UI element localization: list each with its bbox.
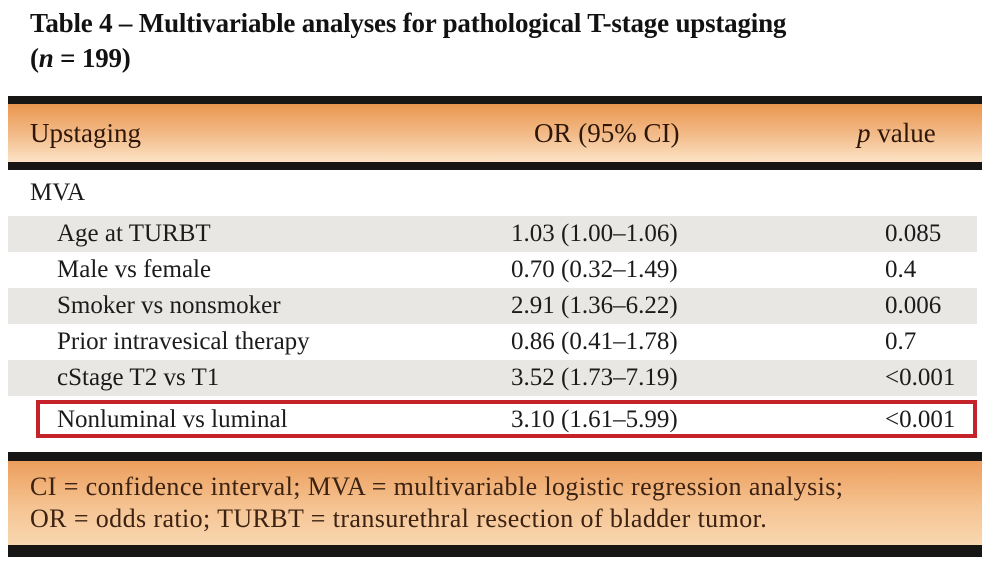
row-label: Prior intravesical therapy (57, 328, 310, 355)
top-rule (8, 96, 982, 104)
bottom-rule (8, 545, 982, 557)
row-label: Nonluminal vs luminal (57, 406, 288, 433)
row-or-value: 0.86 (0.41–1.78) (511, 328, 678, 355)
row-p-value: 0.7 (885, 328, 917, 355)
caption-n-value: = 199) (53, 43, 131, 73)
p-value-text: value (870, 117, 936, 148)
caption-title-text: Table 4 – Multivariable analyses for pathological T-stage upstaging (30, 8, 787, 38)
footnote-line-2: OR = odds ratio; TURBT = transurethral resection of bladder tumor. (30, 504, 768, 533)
caption-n-symbol: n (38, 43, 54, 73)
row-p-value: <0.001 (885, 364, 956, 391)
table-row-sex (8, 252, 977, 288)
column-header-p-value (849, 118, 982, 149)
caption-title-line (30, 6, 988, 41)
table-row-age (8, 216, 977, 252)
table-caption (30, 6, 988, 76)
row-label: Age at TURBT (57, 220, 211, 247)
row-p-value: 0.4 (885, 256, 917, 283)
table-row-cstage (8, 360, 977, 396)
row-label: Smoker vs nonsmoker (57, 292, 281, 319)
footer-top-rule (8, 452, 982, 461)
table-row-mva (8, 170, 977, 216)
column-header-or-ci: OR (95% CI) (534, 117, 680, 148)
row-label: cStage T2 vs T1 (57, 364, 220, 391)
table-row-prior-therapy (8, 324, 977, 360)
row-label: MVA (30, 179, 86, 206)
row-or-value: 3.10 (1.61–5.99) (511, 406, 678, 433)
spacer (8, 444, 982, 452)
row-or-value: 2.91 (1.36–6.22) (511, 292, 678, 319)
caption-paren-open: ( (30, 43, 39, 73)
table-row-smoker (8, 288, 977, 324)
row-or-value: 3.52 (1.73–7.19) (511, 364, 678, 391)
row-or-value: 0.70 (0.32–1.49) (511, 256, 678, 283)
caption-sample-size (30, 41, 988, 76)
row-p-value: <0.001 (885, 406, 956, 433)
row-p-value: 0.006 (885, 292, 942, 319)
data-table (8, 96, 982, 557)
p-symbol: p (857, 117, 871, 148)
column-header-upstaging: Upstaging (30, 117, 141, 148)
row-p-value: 0.085 (885, 220, 942, 247)
table-body (8, 170, 977, 444)
header-rule (8, 162, 982, 170)
table-header-row (8, 104, 982, 162)
table-footnote (8, 461, 982, 545)
row-label: Male vs female (57, 256, 212, 283)
footnote-line-1: CI = confidence interval; MVA = multivariable logistic regression analysis; (30, 472, 844, 501)
row-or-value: 1.03 (1.00–1.06) (511, 220, 678, 247)
table-row-nonluminal (8, 396, 977, 444)
